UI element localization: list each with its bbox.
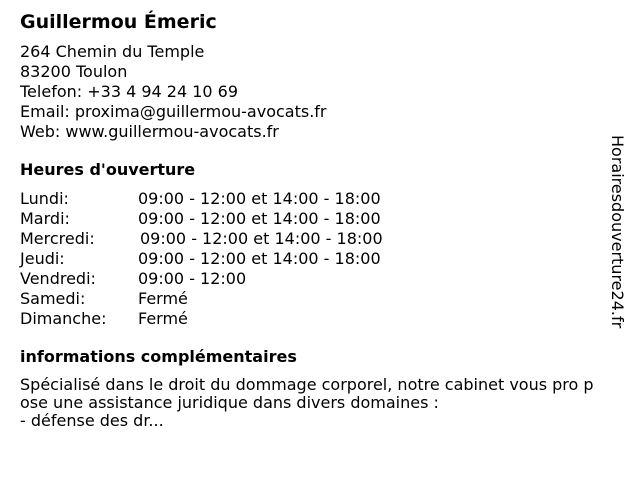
business-card [20, 10, 610, 430]
hours-row [20, 209, 610, 229]
hours-row [20, 269, 610, 289]
address-line-1: 264 Chemin du Temple [20, 42, 205, 61]
time-value: 09:00 - 12:00 et 14:00 - 18:00 [138, 249, 381, 268]
hours-row [20, 249, 610, 269]
time-value: Fermé [138, 289, 188, 308]
hours-title: Heures d'ouverture [20, 160, 196, 179]
day-label: Vendredi: [20, 269, 96, 288]
day-label: Samedi: [20, 289, 86, 308]
site-brand-vertical: Horairesdouverture24.fr [608, 135, 627, 329]
day-label: Mercredi: [20, 229, 95, 248]
time-value: 09:00 - 12:00 et 14:00 - 18:00 [138, 209, 381, 228]
time-value: 09:00 - 12:00 et 14:00 - 18:00 [138, 189, 381, 208]
day-label: Mardi: [20, 209, 70, 228]
day-label: Lundi: [20, 189, 69, 208]
info-description: Spécialisé dans le droit du dommage corporel, notre cabinet vous pro pose une assistance juridique dans divers domaines : [20, 375, 594, 412]
time-value: 09:00 - 12:00 [138, 269, 247, 288]
phone-text: Telefon: +33 4 94 24 10 69 [20, 82, 239, 101]
hours-row [20, 309, 610, 329]
hours-row [20, 289, 610, 309]
address-line-2: 83200 Toulon [20, 62, 128, 81]
info-description-cont: - défense des dr... [20, 411, 164, 430]
business-name: Guillermou Émeric [20, 11, 217, 33]
hours-table [20, 189, 610, 329]
web-text: Web: www.guillermou-avocats.fr [20, 122, 279, 141]
email-text: Email: proxima@guillermou-avocats.fr [20, 102, 327, 121]
day-label: Dimanche: [20, 309, 107, 328]
info-title: informations complémentaires [20, 347, 297, 366]
day-label: Jeudi: [20, 249, 65, 268]
hours-row [20, 229, 610, 249]
hours-row [20, 189, 610, 209]
time-value: Fermé [138, 309, 188, 328]
time-value: 09:00 - 12:00 et 14:00 - 18:00 [140, 229, 383, 248]
